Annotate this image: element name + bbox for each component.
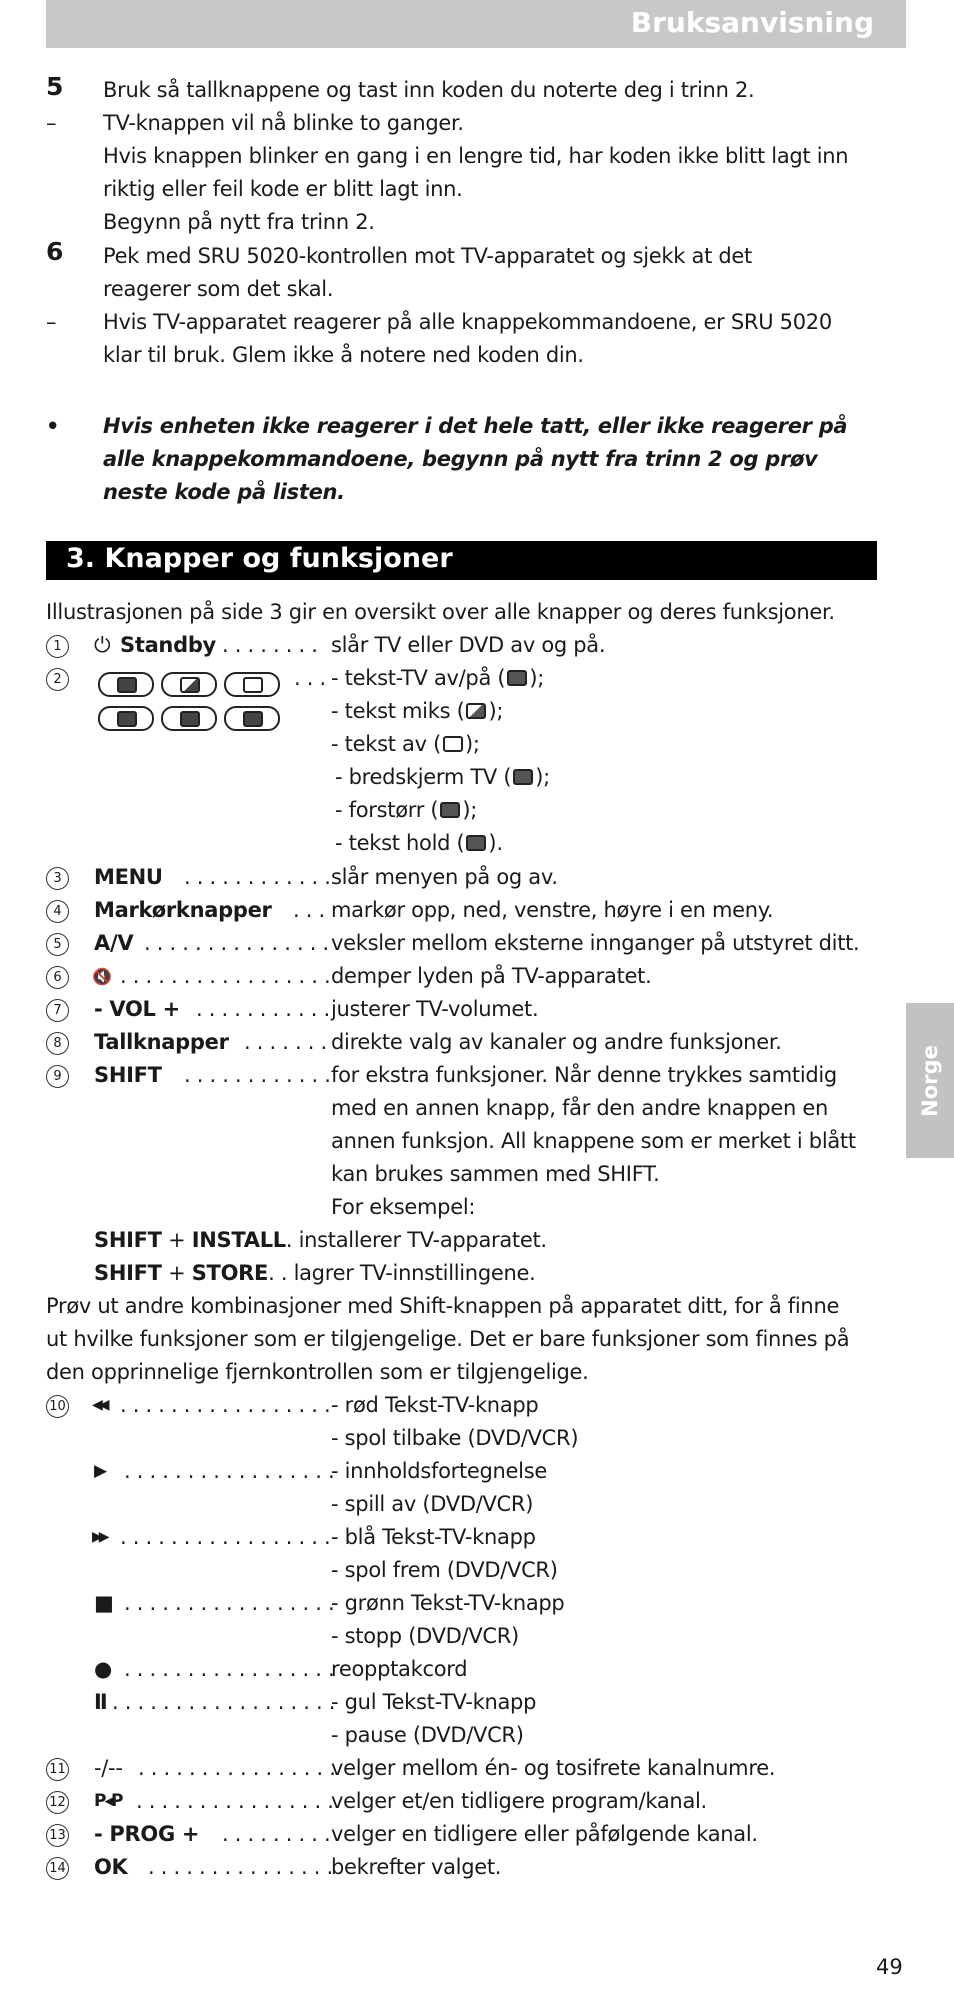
item-name: SHIFT [94,1063,162,1087]
item-name: - VOL + [94,997,180,1021]
item-desc: bekrefter valget. [331,1855,502,1879]
record-icon: ● [94,1657,113,1681]
item-number: 8 [46,1032,69,1055]
shift-example: SHIFT + INSTALL. installerer TV-apparatet. [94,1228,547,1252]
language-tab [906,1003,954,1158]
item-number: 14 [46,1857,69,1880]
hold-button-icon [224,706,280,731]
shift-example: SHIFT + STORE. . lagrer TV-innstillingene. [94,1261,536,1285]
item-number: 2 [46,668,69,691]
item-desc: markør opp, ned, venstre, høyre i en meny. [331,898,774,922]
item-desc: kan brukes sammen med SHIFT. [331,1162,660,1186]
item-desc: For eksempel: [331,1195,476,1219]
item-desc: - tekst-TV av/på ( ); [331,666,544,690]
text-off-button-icon [224,672,280,697]
leader-dots: . . . [293,898,325,922]
dash: – [46,111,57,135]
item-desc: - tekst av ( ); [331,732,480,756]
step-text: riktig eller feil kode er blitt lagt inn. [103,177,463,201]
item-name: OK [94,1855,128,1879]
item-desc: - gul Tekst-TV-knapp [331,1690,537,1714]
item-number: 10 [46,1395,69,1418]
item-number: 6 [46,966,69,989]
widescreen-icon [513,769,533,785]
item-name: Tallknapper [94,1030,229,1054]
mix-button-icon [161,672,217,697]
leader-dots: . . . . . . . . . . . . . . . . [138,1756,336,1780]
item-name: -/-- [94,1756,123,1780]
section-title: 3. Knapper og funksjoner [66,543,453,574]
item-number: 3 [46,867,69,890]
item-desc: reopptakcord [331,1657,468,1681]
leader-dots: . . . . . . . . . . . . . . . . . [120,1525,331,1549]
item-desc: med en annen knapp, får den andre knappen en [331,1096,829,1120]
item-desc: - innholdsfortegnelse [331,1459,547,1483]
item-desc: velger mellom én- og tosifrete kanalnumre. [331,1756,776,1780]
text-off-icon [443,736,463,752]
leader-dots: . . . [294,666,326,690]
item-number: 5 [46,933,69,956]
power-icon: ⏻ [94,633,111,657]
item-desc: direkte valg av kanaler og andre funksjoner. [331,1030,782,1054]
note-text: alle knappekommandoene, begynn på nytt fra trinn 2 og prøv [103,447,818,471]
hold-icon [466,835,486,851]
item-desc: - spol frem (DVD/VCR) [331,1558,558,1582]
item-desc: slår menyen på og av. [331,865,558,889]
step-text: Begynn på nytt fra trinn 2. [103,210,375,234]
leader-dots: . . . . . . . . . . . . . . . . . [124,1591,335,1615]
leader-dots: . . . . . . . . . . . . [184,1063,331,1087]
item-desc: - stopp (DVD/VCR) [331,1624,519,1648]
fast-forward-icon: ▶▶ [92,1529,106,1545]
section-header [46,541,877,580]
leader-dots: . . . . . . . . . . . . . . . . . [124,1459,335,1483]
note-text: Hvis enheten ikke reagerer i det hele tatt, eller ikke reagerer på [103,414,848,438]
item-name: Standby [120,633,216,657]
intro-text: Illustrasjonen på side 3 gir en oversikt over alle knapper og deres funksjoner. [46,600,835,624]
page-number: 49 [876,1955,903,1979]
widescreen-button-icon [98,706,154,731]
leader-dots: . . . . . . . [244,1030,327,1054]
item-name: A/V [94,931,134,955]
step-text: Bruk så tallknappene og tast inn koden du noterte deg i trinn 2. [103,78,755,102]
leader-dots: . . . . . . . . . . . . . . . . . . [112,1690,336,1714]
item-name: Markørknapper [94,898,272,922]
item-number: 4 [46,900,69,923]
page-title: Bruksanvisning [630,6,874,39]
leader-dots: . . . . . . . . . . . . . . . [148,1855,333,1879]
step-text: Hvis TV-apparatet reagerer på alle knappekommandoene, er SRU 5020 [103,310,832,334]
note-bullet: • [46,414,60,438]
step-text: Hvis knappen blinker en gang i en lengre tid, har koden ikke blitt lagt inn [103,144,849,168]
mix-icon [466,703,486,719]
leader-dots: . . . . . . . . . . . . . . . . . [120,1393,331,1417]
leader-dots: . . . . . . . . . . . . [184,865,331,889]
leader-dots: . . . . . . . . . [222,1822,331,1846]
item-desc: slår TV eller DVD av og på. [331,633,606,657]
item-desc: - grønn Tekst-TV-knapp [331,1591,565,1615]
item-number: 7 [46,999,69,1022]
step-number: 5 [46,72,64,101]
step-text: klar til bruk. Glem ikke å notere ned koden din. [103,343,584,367]
item-number: 13 [46,1824,69,1847]
item-desc: demper lyden på TV-apparatet. [331,964,652,988]
leader-dots: . . . . . . . . . . . . . . . [144,931,329,955]
leader-dots: . . . . . . . . . . . . . . . . . [124,1657,335,1681]
mute-icon: 🔇 [92,967,112,986]
item-desc: - pause (DVD/VCR) [331,1723,524,1747]
item-number: 1 [46,635,69,658]
item-number: 12 [46,1791,69,1814]
item-desc: - bredskjerm TV ( ); [335,765,550,789]
item-desc: - spol tilbake (DVD/VCR) [331,1426,579,1450]
pause-icon: II [94,1690,106,1714]
language-tab-label: Norge [918,1044,942,1117]
enlarge-button-icon [161,706,217,731]
leader-dots: . . . . . . . . . . . . . . . . [136,1789,334,1813]
item-desc: velger et/en tidligere program/kanal. [331,1789,707,1813]
leader-dots: . . . . . . . . . . . [196,997,330,1021]
step-text: TV-knappen vil nå blinke to ganger. [103,111,464,135]
item-name: - PROG + [94,1822,200,1846]
leader-dots: . . . . . . . . [222,633,318,657]
teletext-icon [507,670,527,686]
item-desc: for ekstra funksjoner. Når denne trykkes samtidig [331,1063,837,1087]
dash: – [46,310,57,334]
item-name: MENU [94,865,163,889]
item-desc: - tekst hold ( ). [335,831,503,855]
rewind-icon: ◀◀ [92,1397,106,1413]
header-bar [46,0,906,48]
stop-icon: ■ [94,1591,114,1615]
paragraph-text: den opprinnelige fjernkontrollen som er tilgjengelige. [46,1360,589,1384]
item-desc: annen funksjon. All knappene som er merket i blått [331,1129,856,1153]
enlarge-icon [440,802,460,818]
note-text: neste kode på listen. [103,480,345,504]
step-text: reagerer som det skal. [103,277,334,301]
step-text: Pek med SRU 5020-kontrollen mot TV-apparatet og sjekk at det [103,244,752,268]
item-desc: - blå Tekst-TV-knapp [331,1525,536,1549]
item-desc: veksler mellom eksterne innganger på utstyret ditt. [331,931,860,955]
leader-dots: . . . . . . . . . . . . . . . . . [120,964,331,988]
item-number: 9 [46,1065,69,1088]
item-desc: - spill av (DVD/VCR) [331,1492,534,1516]
item-desc: - rød Tekst-TV-knapp [331,1393,539,1417]
paragraph-text: Prøv ut andre kombinasjoner med Shift-knappen på apparatet ditt, for å finne [46,1294,840,1318]
paragraph-text: ut hvilke funksjoner som er tilgjengelige. Det er bare funksjoner som finnes på [46,1327,850,1351]
item-desc: justerer TV-volumet. [331,997,539,1021]
step-number: 6 [46,237,64,266]
item-name: P◂P [94,1791,122,1811]
item-number: 11 [46,1758,69,1781]
item-desc: velger en tidligere eller påfølgende kanal. [331,1822,758,1846]
item-desc: - forstørr ( ); [335,798,477,822]
play-icon: ▶ [94,1461,107,1481]
teletext-button-icon [98,672,154,697]
item-desc: - tekst miks ( ); [331,699,504,723]
